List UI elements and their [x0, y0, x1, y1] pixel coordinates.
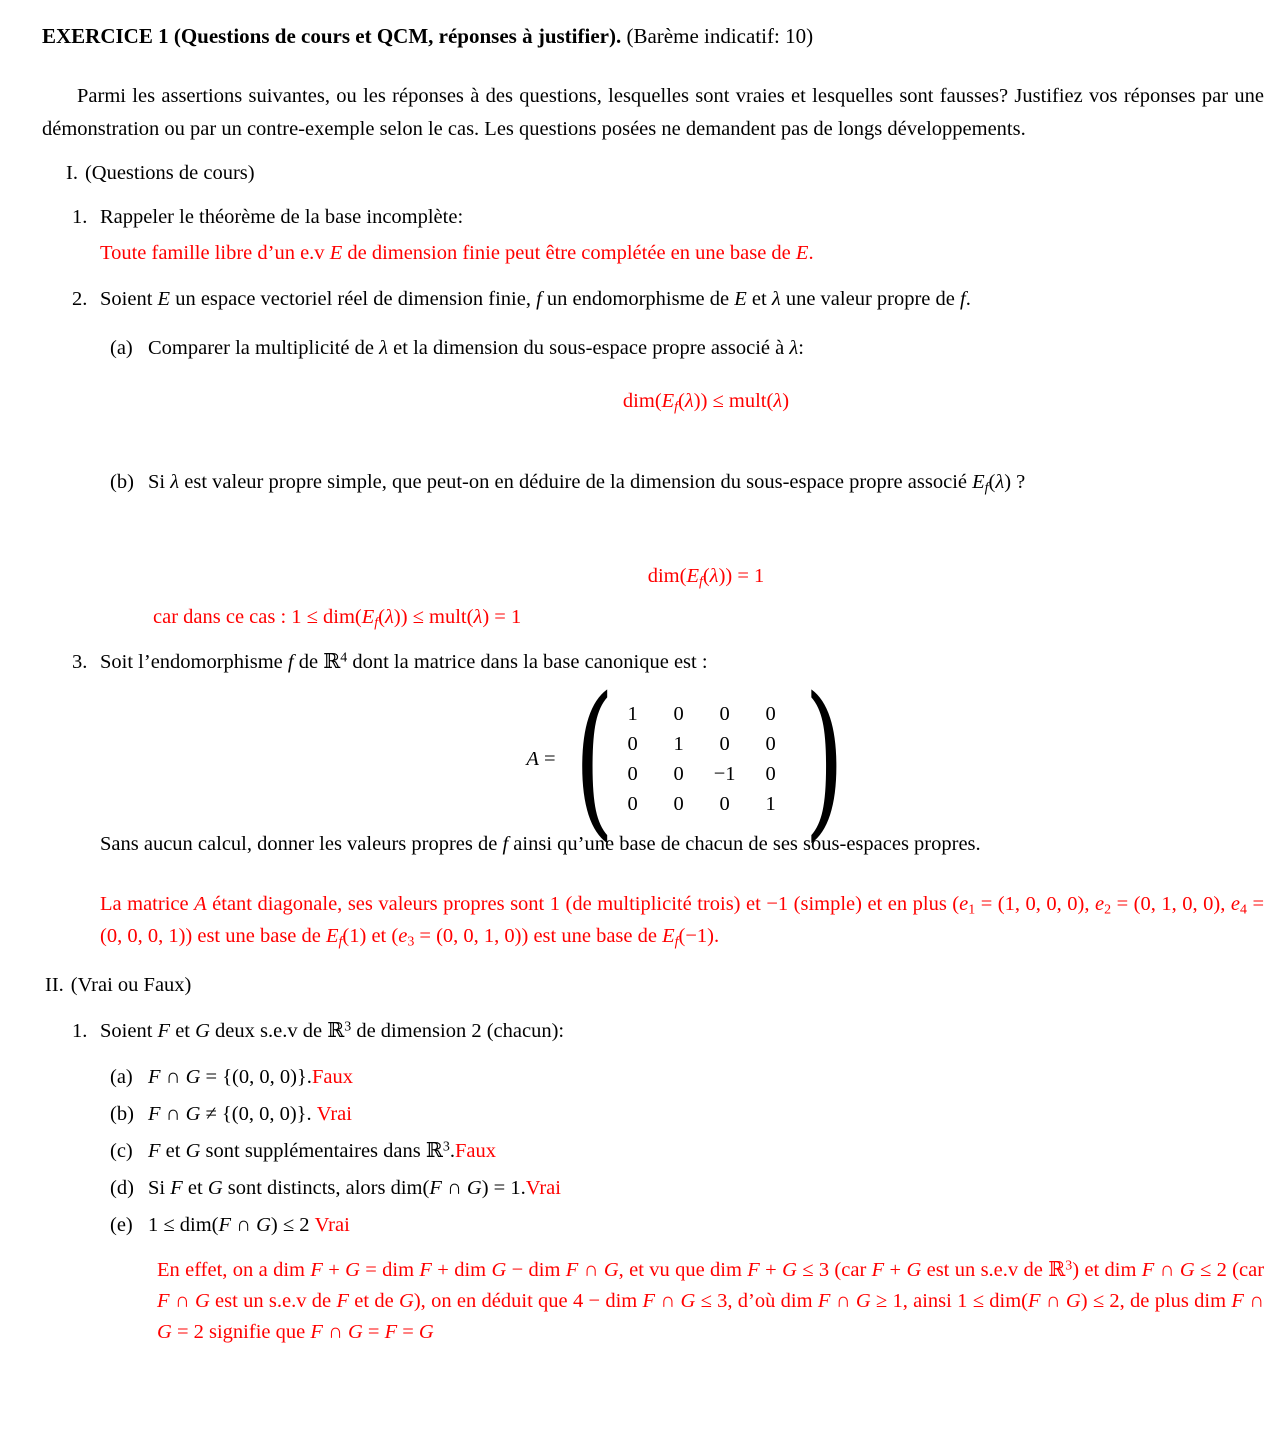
matrix-grid	[610, 699, 794, 819]
question-3-label: 3.	[72, 651, 88, 673]
question-2b-answer-note: car dans ce cas : $1 \le dim(E_f(\lambda))$ ≤ mult(λ) = 1	[153, 606, 522, 631]
matrix-cell: 0	[673, 793, 684, 815]
section-2-title: (Vrai ou Faux)	[70, 974, 192, 996]
matrix-cell: 1	[673, 733, 684, 755]
matrix-cell: 0	[627, 793, 638, 815]
matrix-cell: 0	[719, 793, 730, 815]
question-1	[42, 206, 1264, 264]
true-false-item-b-verdict: Vrai	[316, 1103, 352, 1125]
section-2-label: II.	[45, 974, 64, 996]
section-2-heading	[42, 974, 1264, 996]
true-false-item-e-verdict: Vrai	[314, 1214, 350, 1236]
matrix-cell: −1	[713, 763, 736, 785]
true-false-item-a-label: (a)	[110, 1066, 133, 1088]
true-false-item-d	[100, 1178, 1264, 1199]
true-false-item-d-text: Si F et G sont distincts, alors dim(F ∩ G) = 1.	[148, 1177, 526, 1199]
true-false-item-c-verdict: Faux	[454, 1140, 496, 1162]
section-1-heading	[42, 162, 1264, 184]
question-2a-answer-formula: $dim(E_f(\lambda))$ ≤ mult(λ)	[622, 390, 790, 415]
intro-paragraph: Parmi les assertions suivantes, ou les réponses à des questions, lesquelles sont vraies et lesquelles sont fausses? Justifiez vos réponses par une démonstration ou par un contre-exemple selon le cas. Les questions posées ne demandent pas de longs développements.	[42, 85, 1264, 140]
section-2-question-1	[42, 1020, 1264, 1348]
question-2b-answer-formula: $dim(E_f(\lambda)) = 1$	[647, 565, 765, 590]
true-false-item-b	[100, 1104, 1264, 1125]
question-2a	[100, 337, 1264, 359]
true-false-item-a-text: F ∩ G = {(0, 0, 0)}.	[148, 1066, 312, 1088]
question-3	[42, 651, 1264, 952]
question-2-label: 2.	[72, 288, 88, 310]
true-false-item-c-text: F et G sont supplémentaires dans ℝ$^3$.	[148, 1139, 455, 1162]
true-false-item-a	[100, 1067, 1264, 1088]
question-2-text: Soient E un espace vectoriel réel de dimension finie, f un endomorphisme de E et λ une valeur propre de f.	[100, 288, 971, 310]
question-3-text: Soit l’endomorphisme f de ℝ$^4$ dont la matrice dans la base canonique est :	[100, 650, 708, 673]
matrix-right-paren: )	[803, 661, 845, 857]
question-2a-label: (a)	[110, 337, 133, 359]
exercise-title	[42, 24, 1264, 48]
matrix-cell: 0	[673, 763, 684, 785]
true-false-item-b-label: (b)	[110, 1103, 134, 1125]
matrix-cell: 0	[673, 703, 684, 725]
matrix-cell: 0	[627, 763, 638, 785]
section-1-label: I.	[66, 162, 78, 184]
section-2-question-1-text: Soient F et G deux s.e.v de ℝ$^3$ de dimension 2 (chacun):	[100, 1019, 565, 1042]
true-false-justification: En effet, on a dim F + G = dim F + dim G − dim F ∩ G, et vu que dim F + G ≤ 3 (car F + G est un s.e.v de ℝ$^3$) et dim F ∩ G ≤ 2 (car F ∩ G est un s.e.v de F et de G), on en déduit que 4 − dim F ∩ G ≤ 3, d’où dim F ∩ G ≥ 1, ainsi 1 ≤ dim(F ∩ G) ≤ 2, de plus dim F ∩ G = 2 signifie que F ∩ G = F = G	[157, 1258, 1265, 1343]
true-false-item-c-label: (c)	[110, 1140, 133, 1162]
matrix-cell: 1	[765, 793, 776, 815]
question-1-answer: Toute famille libre d’un e.v E de dimension finie peut être complétée en une base de E.	[100, 242, 814, 264]
matrix-left-paren: (	[573, 661, 615, 857]
question-2	[42, 288, 1264, 631]
matrix-cell: 0	[765, 763, 776, 785]
question-2b-text: Si λ est valeur propre simple, que peut-on en déduire de la dimension du sous-espace propre associé $E_f(\lambda)$ ?	[148, 471, 1026, 496]
matrix-cell: 0	[765, 733, 776, 755]
matrix-label: A =	[526, 748, 556, 770]
exercise-title-normal: (Barème indicatif: 10)	[621, 24, 814, 48]
section-2-question-1-label: 1.	[72, 1020, 88, 1042]
question-2b	[100, 471, 1264, 496]
true-false-item-e-label: (e)	[110, 1214, 133, 1236]
question-2b-label: (b)	[110, 471, 134, 493]
question-1-text: Rappeler le théorème de la base incomplète:	[100, 206, 464, 228]
question-2a-text: Comparer la multiplicité de λ et la dimension du sous-espace propre associé à λ:	[148, 337, 804, 359]
matrix-cell: 0	[627, 733, 638, 755]
exercise-title-bold: EXERCICE 1 (Questions de cours et QCM, réponses à justifier).	[42, 24, 622, 48]
matrix-cell: 0	[719, 703, 730, 725]
question-3-answer: La matrice A étant diagonale, ses valeurs propres sont 1 (de multiplicité trois) et −1 (simple) et en plus ($e_1 = (1$, 0, 0, 0), $e_2 = (0$, 1, 0, 0), $e_4 = (0$, 0, 0, 1)) est une base de $E_f(1)$ et ($e_3 = (0$, 0, 1, 0)) est une base de $E_f(-1)$.	[100, 893, 1265, 950]
true-false-item-e	[100, 1215, 1264, 1236]
true-false-item-a-verdict: Faux	[311, 1066, 353, 1088]
true-false-item-e-text: 1 ≤ dim(F ∩ G) ≤ 2	[148, 1214, 315, 1236]
matrix-cell: 0	[719, 733, 730, 755]
question-1-label: 1.	[72, 206, 88, 228]
true-false-item-c	[100, 1141, 1264, 1162]
question-3-followup: Sans aucun calcul, donner les valeurs propres de f ainsi qu’une base de chacun de ses sous-espaces propres.	[100, 833, 981, 855]
true-false-item-b-text: F ∩ G ≠ {(0, 0, 0)}.	[148, 1103, 317, 1125]
true-false-item-d-label: (d)	[110, 1177, 134, 1199]
true-false-item-d-verdict: Vrai	[525, 1177, 561, 1199]
matrix-cell: 1	[627, 703, 638, 725]
matrix-cell: 0	[765, 703, 776, 725]
section-1-title: (Questions de cours)	[84, 162, 255, 184]
